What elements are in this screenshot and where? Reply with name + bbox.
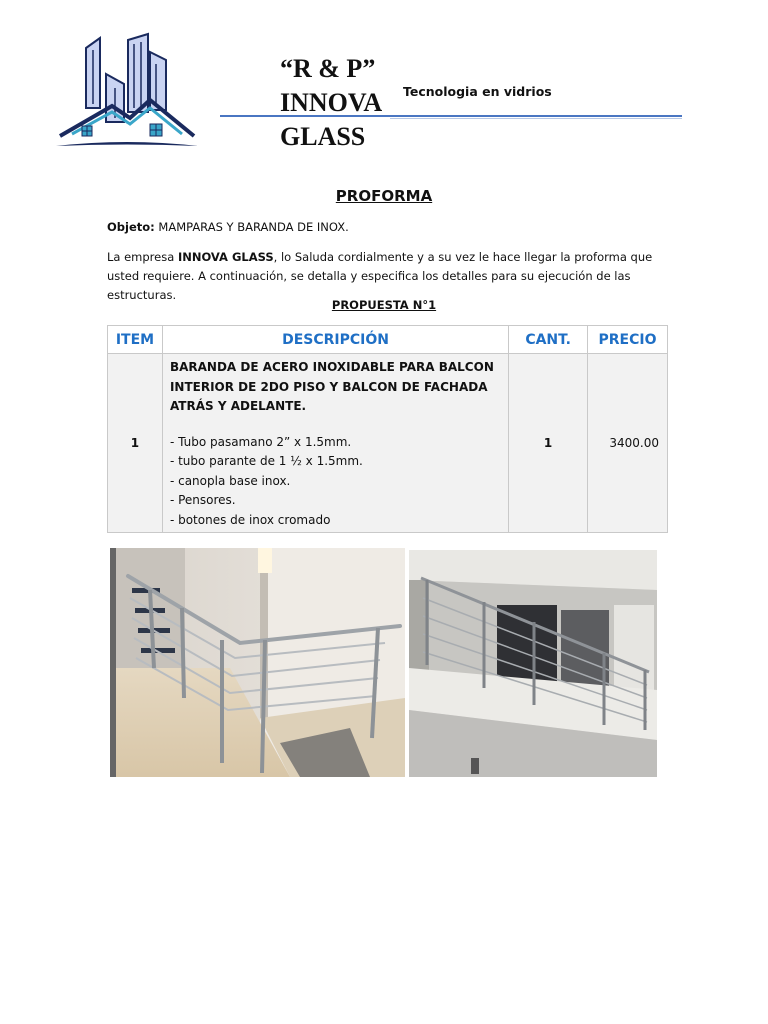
detail-item: - Pensores. [169,493,236,507]
table-header-row [108,326,668,354]
quantity-cell: 1 [509,354,588,533]
detail-item: - botones de inox cromado [169,512,331,527]
header-price: PRECIO [588,326,668,354]
header-divider-secondary [390,118,682,119]
staircase-railing-photo [110,548,405,777]
item-number: 1 [108,354,163,533]
price-cell: 3400.00 [588,354,668,533]
object-value: MAMPARAS Y BARANDA DE INOX. [158,220,349,234]
header-item: ITEM [108,326,163,354]
header-quantity: CANT. [509,326,588,354]
object-line [107,220,349,234]
description-heading: BARANDA DE ACERO INOXIDABLE PARA BALCON INTERIOR DE 2DO PISO Y BALCON DE FACHADA ATRÁS Y ADELANTE. [169,360,494,413]
balcony-railing-photo [409,550,657,777]
company-tagline: Tecnologia en vidrios [403,84,552,99]
object-label: Objeto: [107,220,155,234]
header-divider [220,115,682,117]
intro-paragraph [107,248,667,305]
detail-item: - Tubo pasamano 2” x 1.5mm. [169,434,352,449]
company-name: “R & P” INNOVA GLASS [280,54,381,151]
intro-body: , lo Saluda cordialmente y a su vez le hace llegar la proforma que usted requiere. A continuación, se detalla y especifica los detalles para su ejecución de las estructuras. [107,250,653,302]
header-description: DESCRIPCIÓN [162,326,508,354]
quote-table [107,325,668,533]
detail-item: - canopla base inox. [169,473,291,488]
intro-company-name: INNOVA GLASS [177,250,274,264]
proposal-title: PROPUESTA N°1 [331,298,437,312]
table-row [108,354,668,533]
description-details [170,433,502,531]
description-cell [162,354,508,533]
detail-item: - tubo parante de 1 ½ x 1.5mm. [169,454,363,468]
document-title: PROFORMA [335,187,433,205]
intro-prefix: La empresa [107,250,178,264]
company-logo [52,30,202,152]
